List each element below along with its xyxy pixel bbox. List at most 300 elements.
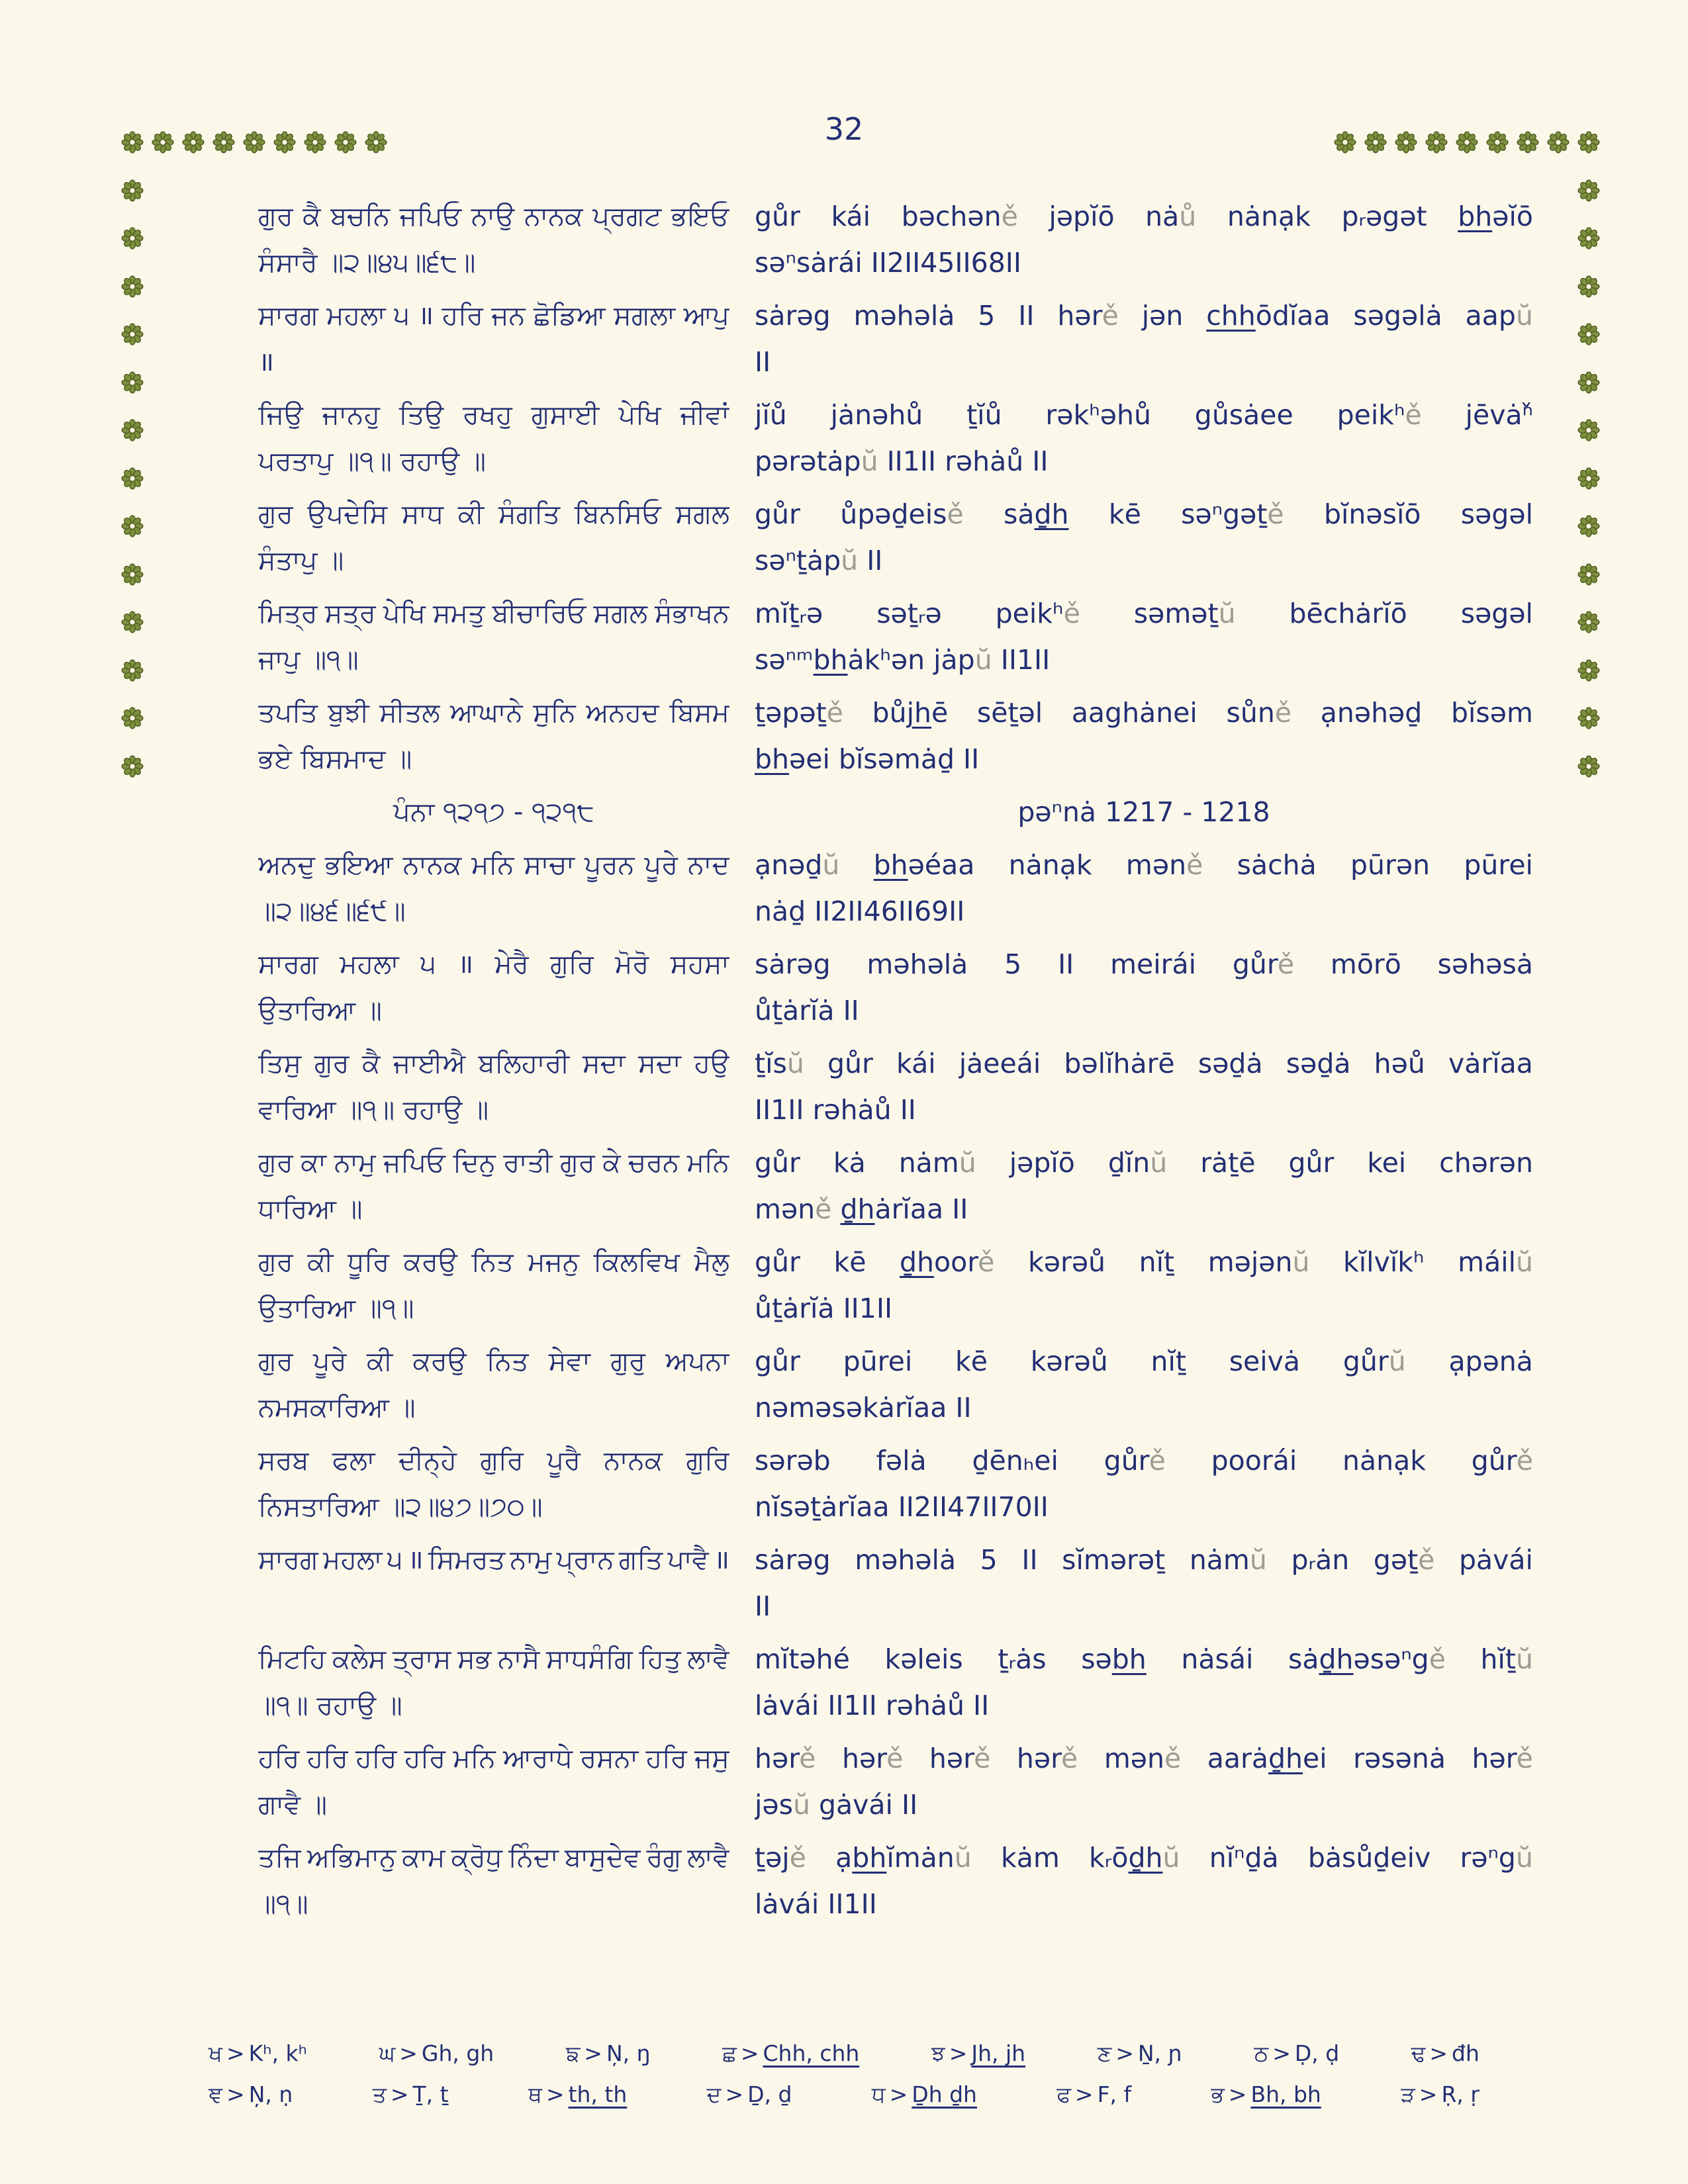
word: kəleis (884, 1643, 963, 1675)
word: nĭⁿḏȧ (1209, 1842, 1279, 1874)
dim-letter: ě (1149, 1445, 1166, 1477)
word: pūrei (1464, 849, 1533, 881)
word: ਪ੍ਰਗਟ (592, 201, 662, 232)
gurmukhi-letter: ਘ (379, 2040, 396, 2066)
word: ਸਦਾ (638, 1048, 681, 1079)
transliteration-line: səⁿṯȧpŭ II (755, 545, 883, 576)
word: səⁿgəṯě (1181, 498, 1284, 530)
dim-letter: ŭ (1218, 598, 1236, 629)
word: ਸਰਬ (258, 1445, 309, 1476)
gurmukhi-line (258, 1140, 729, 1186)
word: ਮਨਿ (686, 1148, 729, 1178)
word: ਸਾਰਗ (258, 1545, 318, 1575)
word: sȧchȧ (1237, 849, 1317, 881)
word: ਕਰਉ (412, 1346, 467, 1377)
gurmukhi-line: ਪਰਤਾਪੁ ॥੧॥ ਰਹਾਉ ॥ (258, 446, 486, 477)
word: ਗਤਿ (618, 1545, 663, 1575)
word: ਬਿਨਸਿਓ (574, 499, 661, 529)
word: pȧvái (1458, 1544, 1533, 1576)
translit-key-item (931, 2033, 1025, 2074)
word: ਪੂਰਨ (584, 850, 635, 880)
flower-icon (121, 179, 144, 202)
transliteration-line (755, 1338, 1533, 1385)
word: ਬਲਿਹਾਰੀ (478, 1048, 570, 1079)
word: ਹਿਤੁ (639, 1644, 681, 1674)
gurmukhi-line (258, 1437, 729, 1484)
word: ਸਹਸਾ (670, 949, 729, 979)
transliteration-line (755, 690, 1533, 736)
transliteration-line: jəsŭ gȧvái II (755, 1789, 918, 1821)
transliteration-line: səⁿsȧrái II2II45II68II (755, 247, 1021, 279)
word: nȧnạk (1008, 849, 1092, 881)
word: ਕਰਉ (403, 1247, 457, 1277)
maps-to-symbol: > (949, 2040, 968, 2066)
word: gůrŭ (1342, 1345, 1406, 1377)
roman-equivalent: đh (1452, 2040, 1479, 2066)
word: ਮਿਤ੍ਰ (258, 598, 318, 629)
roman-equivalent: Jh, jh (971, 2040, 1026, 2066)
word: səgəlȧ (1353, 300, 1442, 332)
word: ਤਪਤਿ (258, 698, 318, 728)
word: ṯĭů (966, 399, 1002, 431)
word: sȧrəg (755, 300, 831, 332)
roman-equivalent: Chh, chh (763, 2040, 860, 2066)
word: mĭṯᵣə (755, 598, 823, 629)
word: ਕਾ (301, 1148, 327, 1178)
dim-letter: ŭ (1388, 1345, 1406, 1377)
word: məjənŭ (1207, 1246, 1310, 1278)
flower-icon (1577, 659, 1600, 682)
word: ਜਾਈਐ (393, 1048, 465, 1079)
word: ਸਦਾ (583, 1048, 626, 1079)
gurmukhi-line (258, 491, 729, 537)
word: ਨਾਦ (688, 850, 729, 880)
gurmukhi-line (258, 842, 729, 888)
word: ਨਾਉ (471, 201, 515, 232)
translit-key-item (1211, 2074, 1321, 2115)
gurmukhi-letter: ਢ (1411, 2040, 1426, 2066)
word: ਨਾਨਕ (402, 850, 462, 880)
word: ਤਜਿ (258, 1843, 301, 1873)
gurmukhi-line: ਨਮਸਕਾਰਿਆ ॥ (258, 1392, 416, 1423)
roman-equivalent: Ņ, ṇ (248, 2081, 293, 2107)
transliteration-line: bhəei bĭsəmȧḏ II (755, 743, 980, 775)
flower-icon (212, 131, 235, 154)
dim-letter: ŭ (841, 545, 859, 576)
word: chərən (1439, 1147, 1533, 1179)
word: sȧḏh (1004, 498, 1069, 530)
word: poorái (1211, 1445, 1297, 1477)
word: gůrě (1471, 1445, 1533, 1477)
word: rəkʰəhů (1045, 399, 1151, 431)
gurmukhi-line (258, 1040, 729, 1087)
flower-icon (121, 275, 144, 298)
gurmukhi-line (258, 690, 729, 736)
gurmukhi-line: ਗਾਵੈ ॥ (258, 1790, 327, 1820)
word: ਸਿਮਰਤ (428, 1545, 506, 1575)
dim-letter: ě (978, 1246, 995, 1278)
word: 5 (1004, 948, 1022, 980)
word: nȧů (1145, 201, 1197, 232)
gurmukhi-line (258, 1636, 729, 1682)
word: nȧmŭ (898, 1147, 976, 1179)
word: ḏhoorě (900, 1246, 995, 1278)
word: bůjhē (872, 697, 949, 729)
flower-icon (1577, 611, 1600, 633)
flower-icon (121, 323, 144, 345)
gurmukhi-line: ॥੧॥ ਰਹਾਉ ॥ (258, 1690, 402, 1721)
flower-icon (1456, 131, 1478, 154)
flower-icon (1577, 371, 1600, 394)
translit-key-item (566, 2033, 651, 2074)
word: səgəl (1460, 598, 1533, 629)
roman-equivalent: Ṯ, ṯ (412, 2081, 449, 2107)
gurmukhi-letter: ਧ (871, 2081, 886, 2107)
word: aarȧḏhei (1207, 1743, 1327, 1774)
underlined-letters: ḏh (1128, 1842, 1163, 1874)
word: ੫ (420, 949, 436, 979)
transliteration-line: ůṯȧrĭȧ II1II (755, 1293, 893, 1324)
word: gůr (755, 201, 800, 232)
word: ਕੀ (457, 499, 485, 529)
word: rəsənȧ (1353, 1743, 1446, 1774)
word: ṯᵣȧs (998, 1643, 1047, 1675)
gurmukhi-letter: ਛ (722, 2040, 737, 2066)
word: sēṯəl (976, 697, 1043, 729)
maps-to-symbol: > (226, 2081, 245, 2107)
dim-letter: ě (789, 1842, 806, 1874)
flower-icon (121, 131, 144, 154)
word: ਸੰਗਤਿ (498, 499, 560, 529)
word: gůr (755, 1246, 800, 1278)
word: ਸਾਰਗ (258, 300, 318, 331)
transliteration-key-row (209, 2033, 1479, 2074)
word: səḏȧ (1286, 1048, 1351, 1079)
word: II (1058, 948, 1074, 980)
transliteration-line: II (755, 1590, 771, 1622)
transliteration-line (755, 1537, 1533, 1583)
word: ਮੇਰੈ (494, 949, 529, 979)
maps-to-symbol: > (1272, 2040, 1291, 2066)
transliteration-line: məně ḏhȧrĭaa II (755, 1193, 968, 1225)
dim-letter: ě (1061, 1743, 1078, 1774)
word: jȧeeái (959, 1048, 1041, 1079)
word: ਨਿੰਦਾ (508, 1843, 559, 1873)
flower-icon (121, 707, 144, 729)
dim-letter: ě (1274, 697, 1292, 729)
dim-letter: ŭ (1162, 1842, 1180, 1874)
roman-equivalent: F, f (1097, 2081, 1132, 2107)
word: nĭṯ (1150, 1345, 1186, 1377)
word: ਕੀ (307, 1247, 334, 1277)
word: ਹਉ (694, 1048, 729, 1079)
roman-equivalent: Ņ, ŋ (606, 2040, 651, 2066)
transliteration-line: pərətȧpŭ II1II rəhȧů II (755, 445, 1049, 477)
flower-icon (243, 131, 265, 154)
word: gůsȧee (1194, 399, 1293, 431)
transliteration-line: pəⁿnȧ 1217 - 1218 (1017, 796, 1270, 828)
gurmukhi-letter: ਭ (1211, 2081, 1225, 2107)
dim-letter: ě (1186, 849, 1203, 881)
word: jəpĭō (1009, 1147, 1075, 1179)
word: ਹਰਿ (355, 1743, 397, 1774)
maps-to-symbol: > (1419, 2081, 1438, 2107)
word: ਨਾਮੁ (334, 1148, 376, 1178)
word: ਮਨਿ (471, 850, 514, 880)
roman-equivalent: Kʰ, kʰ (248, 2040, 308, 2066)
dim-letter: ě (974, 1743, 991, 1774)
transliteration-line: nəməsəkȧrĭaa II (755, 1392, 972, 1424)
word: ḏĭnŭ (1107, 1147, 1168, 1179)
maps-to-symbol: > (545, 2081, 565, 2107)
word: ਪੇਖਿ (383, 598, 426, 629)
word: ਮਹਲਾ (340, 949, 399, 979)
word: ਜਸੁ (694, 1743, 729, 1774)
word: ਤਿਉ (399, 400, 444, 430)
word: jēvȧⁿ̌ (1465, 399, 1533, 431)
gurmukhi-line: ਉਤਾਰਿਆ ॥੧॥ (258, 1293, 414, 1324)
word: mōrō (1330, 948, 1401, 980)
word: ਤਿਸੁ (258, 1048, 302, 1079)
maps-to-symbol: > (1228, 2081, 1247, 2107)
dim-letter: ŭ (786, 1048, 804, 1079)
maps-to-symbol: > (584, 2040, 602, 2066)
gurmukhi-letter: ਞ (209, 2081, 223, 2107)
word: ਰਸਨਾ (580, 1743, 639, 1774)
underlined-letters: bh (755, 743, 790, 775)
word: 5 (978, 300, 996, 332)
word: kərəů (1028, 1246, 1106, 1278)
word: məhəlȧ (855, 1544, 957, 1576)
word: ਗੁਰੁ (610, 1346, 645, 1377)
transliteration-line (755, 941, 1533, 987)
word: máilŭ (1458, 1246, 1533, 1278)
translit-key-item (528, 2074, 627, 2115)
translit-key-item (209, 2074, 293, 2115)
underlined-letters: bh (813, 644, 848, 676)
maps-to-symbol: > (725, 2081, 744, 2107)
translit-key-item (1056, 2074, 1131, 2115)
gurmukhi-line (258, 590, 729, 637)
word: ਲਾਵੈ (687, 1843, 729, 1873)
word: ਜਪਿਓ (383, 1148, 445, 1178)
flower-icon (1364, 131, 1387, 154)
transliteration-line: səⁿᵐbhȧkʰən jȧpŭ II1II (755, 644, 1051, 676)
word: ਸਤ੍ਰ (324, 598, 376, 629)
word: ੫ (387, 1545, 403, 1575)
word: peikʰě (1336, 399, 1422, 431)
word: kᵣōḏhŭ (1089, 1842, 1180, 1874)
word: ਦੀਨ੍ਹੇ (398, 1445, 457, 1476)
roman-equivalent: Ṉ, ɲ (1137, 2040, 1182, 2066)
word: 5 (980, 1544, 998, 1576)
gurmukhi-line: ਉਤਾਰਿਆ ॥ (258, 995, 382, 1026)
underlined-letters: bh (873, 849, 908, 881)
gurmukhi-letter: ਝ (931, 2040, 945, 2066)
flower-icon (1577, 323, 1600, 345)
word: ạnəḏŭ (755, 849, 840, 881)
roman-equivalent: Ḏh ḏh (912, 2081, 977, 2107)
word: ਰੰਗੁ (646, 1843, 682, 1873)
word: pᵣəgət (1341, 201, 1427, 232)
translit-key-item (707, 2074, 792, 2115)
gurmukhi-line: ॥੨॥੪੬॥੬੯॥ (258, 896, 406, 927)
underlined-letters: jh (906, 697, 931, 729)
word: sȧḏhəsəⁿgě (1288, 1643, 1446, 1675)
word: ạbhĭmȧnŭ (835, 1842, 972, 1874)
word: ਸਗਲਾ (614, 300, 676, 331)
word: ਸਭ (457, 1644, 492, 1674)
dim-letter: ě (826, 697, 843, 729)
word: bhəéaa (873, 849, 975, 881)
word: ਸਾਧਸੰਗਿ (546, 1644, 633, 1674)
maps-to-symbol: > (740, 2040, 759, 2066)
word: sůně (1226, 697, 1292, 729)
gurmukhi-line: ਭਏ ਬਿਸਮਾਦ ॥ (258, 744, 412, 774)
translit-key-item (209, 2033, 307, 2074)
gurmukhi-line: ਜਾਪੁ ॥੧॥ (258, 645, 359, 675)
word: nȧnạk (1342, 1445, 1426, 1477)
word: nȧmŭ (1189, 1544, 1267, 1576)
word: ਨਾਮੁ (510, 1545, 552, 1575)
translit-key-item (373, 2074, 449, 2115)
maps-to-symbol: > (390, 2081, 409, 2107)
word: ਜੀਵਾਂ (680, 400, 729, 430)
word: ਗੁਰ (258, 1346, 293, 1377)
gurmukhi-letter: ੜ (1401, 2081, 1415, 2107)
word: vȧrĭaa (1448, 1048, 1533, 1079)
word: ਰਾਤੀ (503, 1148, 553, 1178)
word: ਮੈਲੁ (694, 1247, 729, 1277)
flower-icon (1577, 563, 1600, 586)
word: ůpəḏeisě (840, 498, 964, 530)
transliteration-line: II1II rəhȧů II (755, 1094, 916, 1126)
word: ਗੁਰ (559, 1148, 595, 1178)
word: bĭsəm (1450, 697, 1533, 729)
word: kē (955, 1345, 988, 1377)
underlined-letters: bh (1458, 201, 1493, 232)
word: nȧsái (1181, 1643, 1254, 1675)
dim-letter: ŭ (1150, 1147, 1168, 1179)
word: ਨਿਤ (471, 1247, 514, 1277)
transliteration-line: nȧḏ II2II46II69II (755, 895, 965, 927)
flower-icon (121, 419, 144, 441)
underlined-letters: ḏh (900, 1246, 935, 1278)
transliteration-line (755, 1437, 1533, 1484)
gurmukhi-line: ਸੰਤਾਪੁ ॥ (258, 545, 344, 576)
dim-letter: ŭ (1515, 1842, 1533, 1874)
word: ṯĭsŭ (755, 1048, 804, 1079)
word: ਸਗਲ (675, 499, 729, 529)
flower-icon (334, 131, 357, 154)
word: bəchəně (901, 201, 1018, 232)
flower-icon (1517, 131, 1539, 154)
flower-icon (1577, 227, 1600, 250)
transliteration-line (755, 1140, 1533, 1186)
flower-icon (121, 467, 144, 490)
word: peikʰě (995, 598, 1080, 629)
gurmukhi-line (258, 193, 729, 240)
transliteration-line (755, 1636, 1533, 1682)
word: ਧੂਰਿ (348, 1247, 390, 1277)
word: hərě (841, 1743, 904, 1774)
word: səhəsȧ (1437, 948, 1533, 980)
gurmukhi-letter: ਙ (565, 2040, 581, 2066)
word: ਬੀਚਾਰਿਓ (492, 598, 586, 629)
word: ਗੁਰ (314, 1048, 350, 1079)
underlined-letters: ḏh (1034, 498, 1069, 530)
dim-letter: ŭ (1249, 1544, 1267, 1576)
gurmukhi-line: ਵਾਰਿਆ ॥੧॥ ਰਹਾਉ ॥ (258, 1095, 489, 1125)
word: hərě (1472, 1743, 1533, 1774)
word: səṯᵣə (876, 598, 942, 629)
underlined-letters: ḏh (840, 1193, 875, 1225)
translit-key-item (722, 2033, 859, 2074)
word: kái (831, 201, 871, 232)
word: ਸੇਵਾ (548, 1346, 590, 1377)
underlined-letters: ḏh (1319, 1643, 1354, 1675)
roman-equivalent: Gh, gh (421, 2040, 494, 2066)
word: gůr (827, 1048, 873, 1079)
transliteration-line (755, 193, 1533, 240)
word: ॥ (407, 1545, 424, 1575)
word: ਭਇਓ (671, 201, 729, 232)
word: məně (1103, 1743, 1182, 1774)
underlined-letters: ḏh (1268, 1743, 1303, 1774)
gurmukhi-letter: ਦ (706, 2081, 722, 2107)
word: səməṯŭ (1133, 598, 1236, 629)
dim-letter: ě (815, 1193, 832, 1225)
dim-letter: ě (1418, 1544, 1435, 1576)
dim-letter: ŭ (1516, 1643, 1533, 1675)
flower-icon (273, 131, 296, 154)
word: jəpĭō (1049, 201, 1115, 232)
roman-equivalent: Ḍ, ḍ (1294, 2040, 1340, 2066)
dim-letter: ě (1277, 948, 1295, 980)
flower-icon (1577, 179, 1600, 202)
word: ਸਮਤੁ (432, 598, 485, 629)
dim-letter: ě (1516, 1743, 1533, 1774)
roman-equivalent: Ṛ, ṛ (1441, 2081, 1479, 2107)
translit-key-item (1254, 2033, 1340, 2074)
word: sərəb (755, 1445, 831, 1477)
word: səgəl (1460, 498, 1533, 530)
transliteration-key (0, 2033, 1688, 2115)
word: ਕਿਲਵਿਖ (593, 1247, 680, 1277)
word: gůrě (1103, 1445, 1166, 1477)
word: gůr (1288, 1147, 1335, 1179)
dim-letter: ě (1516, 1445, 1533, 1477)
flower-icon (121, 755, 144, 778)
word: ਆਰਾਧੇ (503, 1743, 573, 1774)
word: kē (833, 1246, 867, 1278)
transliteration-line (755, 491, 1533, 537)
dim-letter: ŭ (1516, 1246, 1533, 1278)
gurmukhi-letter: ਖ (209, 2040, 222, 2066)
word: sȧrəg (755, 1544, 831, 1576)
word: ਸੰਭਾਖਨ (655, 598, 729, 629)
roman-equivalent: th, th (568, 2081, 628, 2107)
flower-icon (365, 131, 387, 154)
flower-icon (1577, 707, 1600, 729)
roman-equivalent: Ḏ, ḏ (747, 2081, 792, 2107)
dim-letter: ŭ (1515, 300, 1533, 332)
flower-icon (304, 131, 326, 154)
dim-letter: ŭ (792, 1789, 810, 1821)
word: gůrě (1232, 948, 1295, 980)
word: seivȧ (1229, 1345, 1301, 1377)
dim-letter: ě (799, 1743, 816, 1774)
